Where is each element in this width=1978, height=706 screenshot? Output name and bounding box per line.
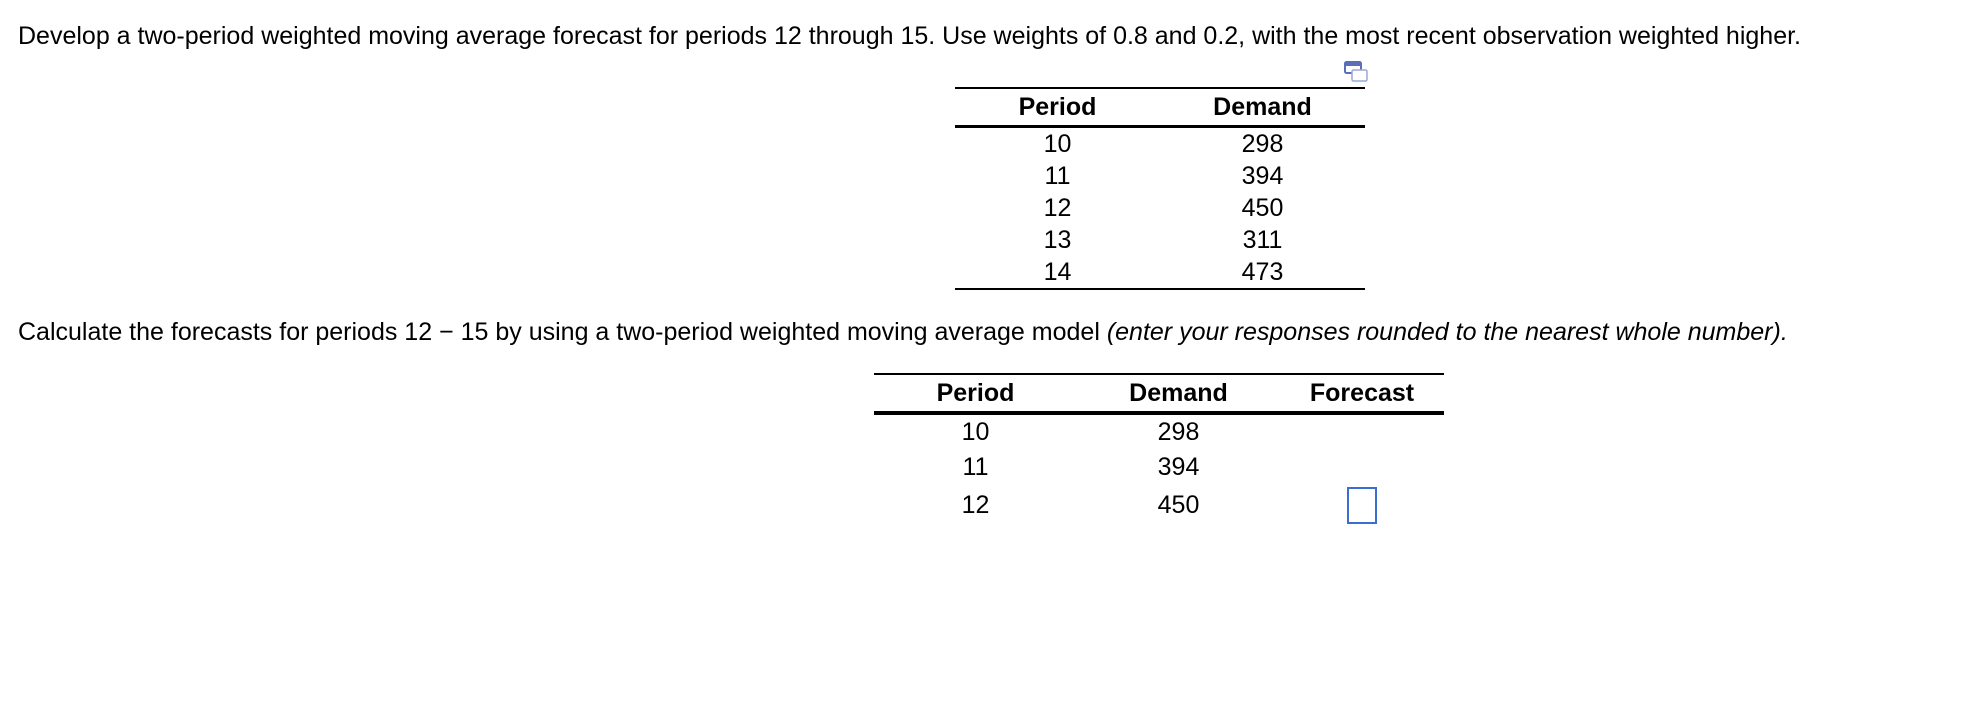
- copy-data-icon[interactable]: [1342, 60, 1370, 84]
- question-main: Calculate the forecasts for periods 12 − 15 by using a two-period weighted moving average model: [18, 318, 1107, 346]
- period-cell: 14: [1043, 258, 1072, 286]
- table-row: [874, 413, 1444, 450]
- demand-cell: 298: [1157, 418, 1200, 446]
- demand-table: [955, 87, 1365, 290]
- table-header-row: [874, 374, 1444, 413]
- table-row: [955, 192, 1365, 224]
- question-text: [18, 316, 1788, 348]
- period-cell: 11: [962, 453, 989, 481]
- demand-cell: 450: [1241, 194, 1284, 222]
- table-row: [955, 160, 1365, 192]
- period-cell: 12: [961, 490, 990, 519]
- period-cell: 13: [1043, 226, 1072, 254]
- forecast-cell: [1280, 485, 1444, 525]
- table-row: [874, 450, 1444, 485]
- table-row: [955, 127, 1365, 161]
- table-row: [955, 224, 1365, 256]
- demand-header: Demand: [1213, 93, 1312, 121]
- period-cell: 10: [1043, 130, 1072, 158]
- forecast-cell: [1280, 413, 1444, 450]
- demand-cell: 311: [1242, 226, 1283, 254]
- demand-cell: 394: [1157, 453, 1200, 481]
- forecast-table: [874, 373, 1444, 525]
- period-header: Period: [1018, 93, 1097, 121]
- period-cell: 11: [1044, 162, 1071, 190]
- period-cell: 12: [1043, 194, 1072, 222]
- demand-cell: 394: [1241, 162, 1284, 190]
- forecast-header: Forecast: [1309, 379, 1415, 407]
- forecast-cell: [1280, 450, 1444, 485]
- demand-cell: 298: [1241, 130, 1284, 158]
- table-header-row: [955, 88, 1365, 127]
- table-row: [874, 485, 1444, 525]
- demand-cell: 450: [1157, 490, 1200, 519]
- period-header: Period: [936, 379, 1015, 407]
- period-cell: 10: [961, 418, 990, 446]
- table-row: [955, 256, 1365, 289]
- forecast-period-12-input[interactable]: [1347, 487, 1377, 524]
- problem-statement: Develop a two-period weighted moving average forecast for periods 12 through 15. Use weights of 0.8 and 0.2, with the most recent observation weighted higher.: [18, 22, 1801, 50]
- demand-cell: 473: [1241, 258, 1284, 286]
- question-instruction: (enter your responses rounded to the nearest whole number).: [1106, 318, 1788, 346]
- demand-header: Demand: [1129, 379, 1228, 407]
